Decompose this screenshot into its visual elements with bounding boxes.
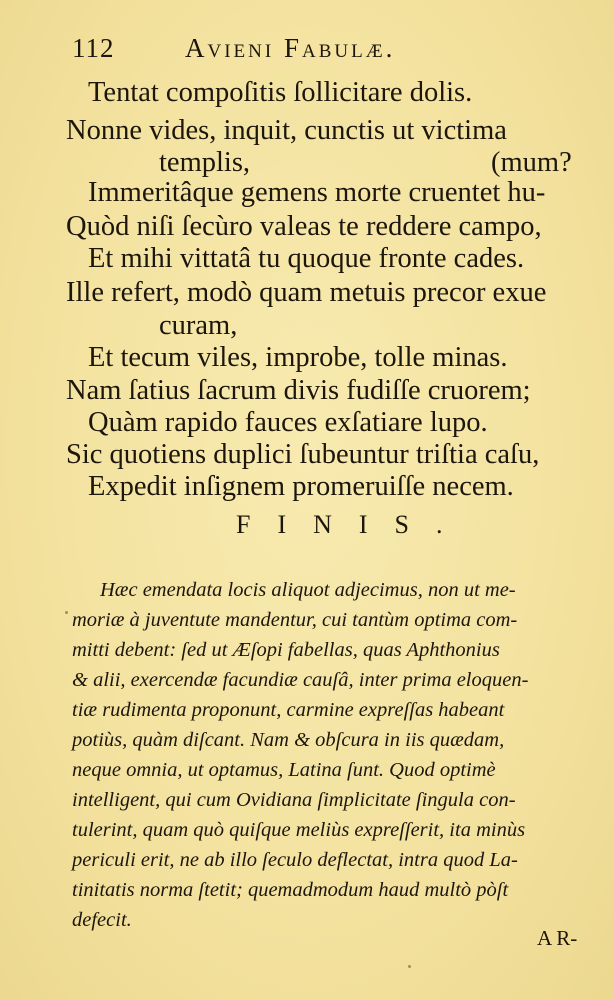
verse-line: Expedit inſignem promeruiſſe necem. (88, 471, 514, 502)
page-number: 112 (72, 33, 115, 63)
verse-line-turnover: (mum? (491, 147, 572, 178)
verse-line: templis, (159, 147, 251, 178)
note-line: & alii, exercendæ facundiæ cauſâ, inter prima eloquen- (72, 669, 529, 691)
verse-line: Quòd niſi ſecùro valeas te reddere campo, (66, 211, 542, 242)
paper-speck (408, 965, 411, 968)
note-line: intelligent, qui cum Ovidiana ſimplicitate ſingula con- (72, 789, 516, 811)
note-line: defecit. (72, 909, 132, 931)
verse-line: Quàm rapido fauces exſatiare lupo. (88, 407, 488, 438)
note-line: periculi erit, ne ab illo ſeculo deflectat, intra quod La- (72, 849, 518, 871)
note-line: Hæc emendata locis aliquot adjecimus, non ut me- (100, 579, 516, 601)
verse-line: Tentat compoſitis ſollicitare dolis. (88, 77, 473, 108)
note-line: moriæ à juventute mandentur, cui tantùm optima com- (72, 609, 518, 631)
finis-heading: FINIS. (236, 510, 470, 539)
note-line: mitti debent: ſed ut Æſopi fabellas, quas Aphthonius (72, 639, 500, 661)
note-line: tiæ rudimenta proponunt, carmine expreſſas habeant (72, 699, 505, 721)
note-line: neque omnia, ut optamus, Latina ſunt. Quod optimè (72, 759, 496, 781)
note-line: tinitatis norma ſtetit; quemadmodum haud multò pòſt (72, 879, 509, 901)
verse-line: Ille refert, modò quam metuis precor exue (66, 277, 547, 308)
running-head (72, 30, 554, 66)
verse-line: Sic quotiens duplici ſubeuntur triſtia caſu, (66, 439, 540, 470)
verse-line: Et tecum viles, improbe, tolle minas. (88, 342, 508, 373)
verse-line: Nam ſatius ſacrum divis fudiſſe cruorem; (66, 375, 531, 406)
paper-speck (65, 611, 68, 614)
verse-line: Immeritâque gemens morte cruentet hu- (88, 177, 546, 208)
verse-line: Nonne vides, inquit, cunctis ut victima (66, 115, 507, 146)
verse-line: curam, (159, 310, 238, 341)
note-line: tulerint, quam quò quiſque meliùs expreſſerit, ita minùs (72, 819, 526, 841)
catchword: A R- (537, 926, 578, 950)
verse-line: Et mihi vittatâ tu quoque fronte cades. (88, 243, 525, 274)
note-line: potiùs, quàm diſcant. Nam & obſcura in iis quædam, (72, 729, 505, 751)
running-title: Avieni Fabulæ. (185, 33, 396, 63)
